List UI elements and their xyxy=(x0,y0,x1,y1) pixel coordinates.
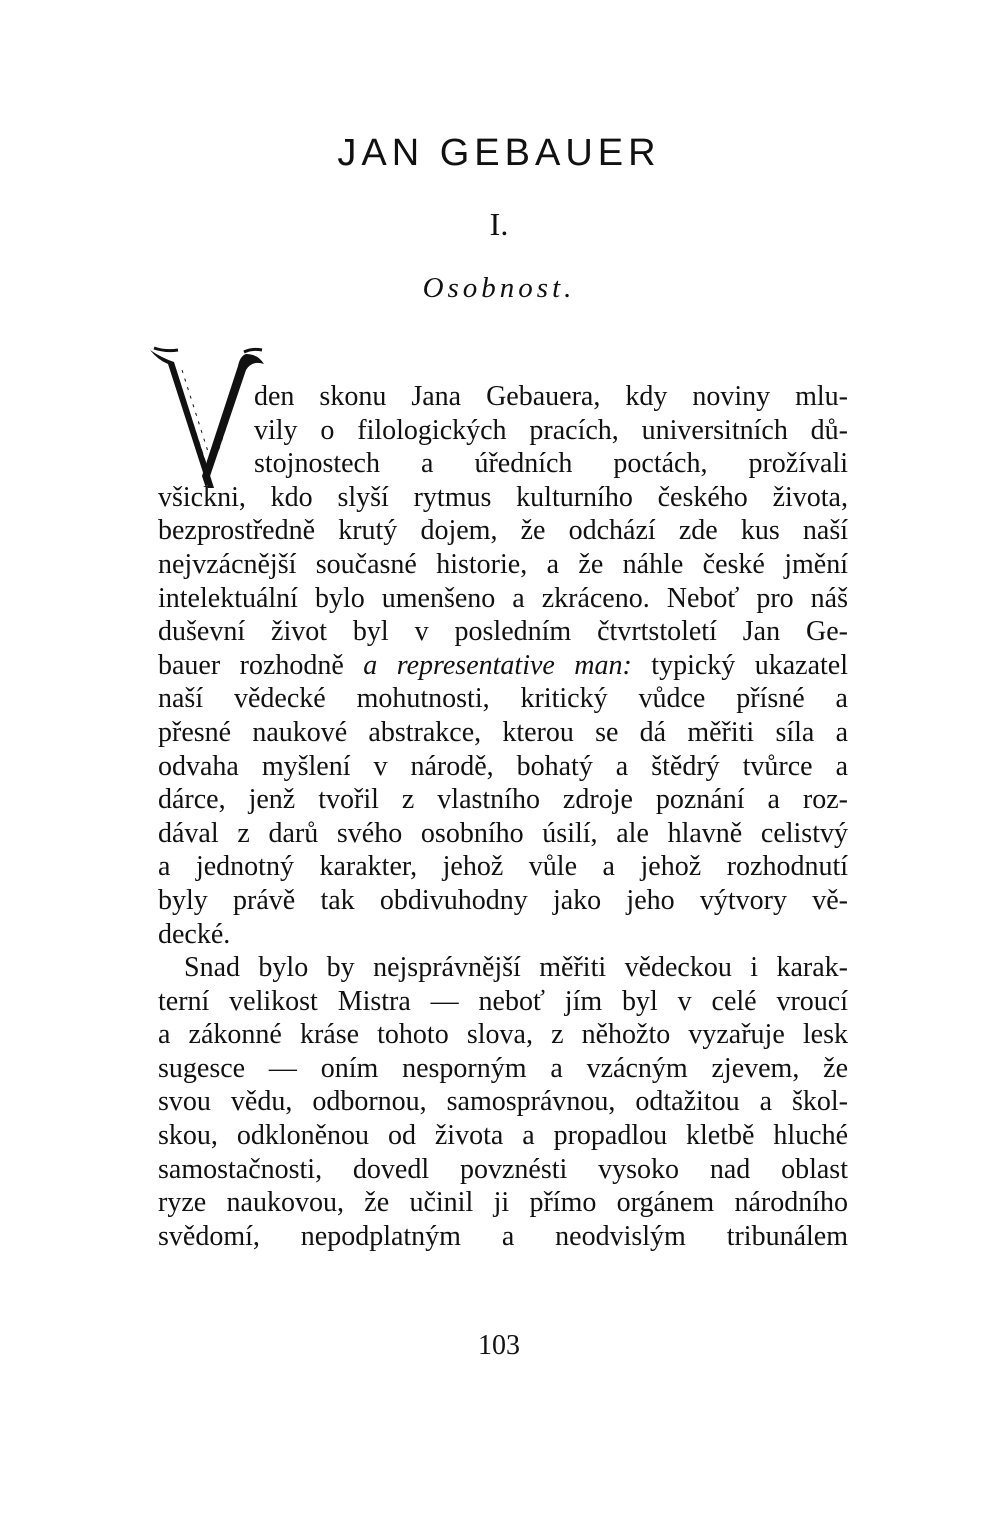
section-numeral: I. xyxy=(489,206,509,242)
emphasized-phrase: a representative man: xyxy=(363,649,632,681)
text-line: bezprostředně krutý dojem, že odchází zde kus naší xyxy=(158,515,848,547)
text-line: intelektuální bylo umenšeno a zkráceno. Neboť pro náš xyxy=(158,582,848,614)
text-line: svou vědu, odbornou, samosprávnou, odtažitou a škol- xyxy=(158,1086,848,1118)
text-line: skou, odkloněnou od života a propadlou kletbě hluché xyxy=(158,1120,848,1152)
text-line: dárce, jenž tvořil z vlastního zdroje poznání a roz- xyxy=(158,784,848,816)
text-line: terní velikost Mistra — neboť jím byl v celé vroucí xyxy=(158,985,848,1017)
page-number: 103 xyxy=(478,1330,520,1361)
text-line: ryze naukovou, že učinil ji přímo orgánem národního xyxy=(158,1187,848,1219)
text-line-with-emphasis xyxy=(158,649,848,683)
text-line: decké. xyxy=(158,918,231,950)
text-line: a zákonné kráse tohoto slova, z něhožto vyzařuje lesk xyxy=(158,1019,848,1051)
text-fragment: typický ukazatel xyxy=(631,649,848,681)
text-line: odvaha myšlení v národě, bohatý a štědrý tvůrce a xyxy=(158,750,848,782)
text-line: vily o filologických pracích, universitních dů- xyxy=(254,414,848,446)
text-line: byly právě tak obdivuhodny jako jeho výtvory vě- xyxy=(158,884,848,916)
text-line: nejvzácnější současné historie, a že náhle české jmění xyxy=(158,548,848,580)
text-line: naší vědecké mohutnosti, kritický vůdce přísné a xyxy=(158,683,848,715)
text-line: sugesce — oním nesporným a vzácným zjevem, že xyxy=(158,1052,848,1084)
section-subtitle: Osobnost. xyxy=(422,272,576,304)
body-text xyxy=(158,380,848,1253)
text-line: stojnostech a úředních poctách, prožívali xyxy=(254,448,848,480)
text-line: svědomí, nepodplatným a neodvislým tribunálem xyxy=(158,1220,848,1252)
text-line: duševní život byl v posledním čtvrtstoletí Jan Ge- xyxy=(158,616,848,648)
text-line: přesné naukové abstrakce, kterou se dá měřiti síla a xyxy=(158,716,848,748)
paragraph-2 xyxy=(158,951,848,1253)
text-line: dával z darů svého osobního úsilí, ale hlavně celistvý xyxy=(158,817,848,849)
text-line: samostačnosti, dovedl povznésti vysoko nad oblast xyxy=(158,1153,848,1185)
chapter-title: JAN GEBAUER xyxy=(337,132,661,174)
text-line: den skonu Jana Gebauera, kdy noviny mlu- xyxy=(254,381,848,412)
text-line: Snad bylo by nejsprávnější měřiti vědeckou i karak- xyxy=(184,952,848,984)
text-fragment: bauer rozhodně xyxy=(158,649,364,681)
paragraph-1 xyxy=(158,380,848,951)
text-line: a jednotný karakter, jehož vůle a jehož rozhodnutí xyxy=(158,851,848,883)
text-line: všickni, kdo slyší rytmus kulturního českého života, xyxy=(158,481,848,513)
